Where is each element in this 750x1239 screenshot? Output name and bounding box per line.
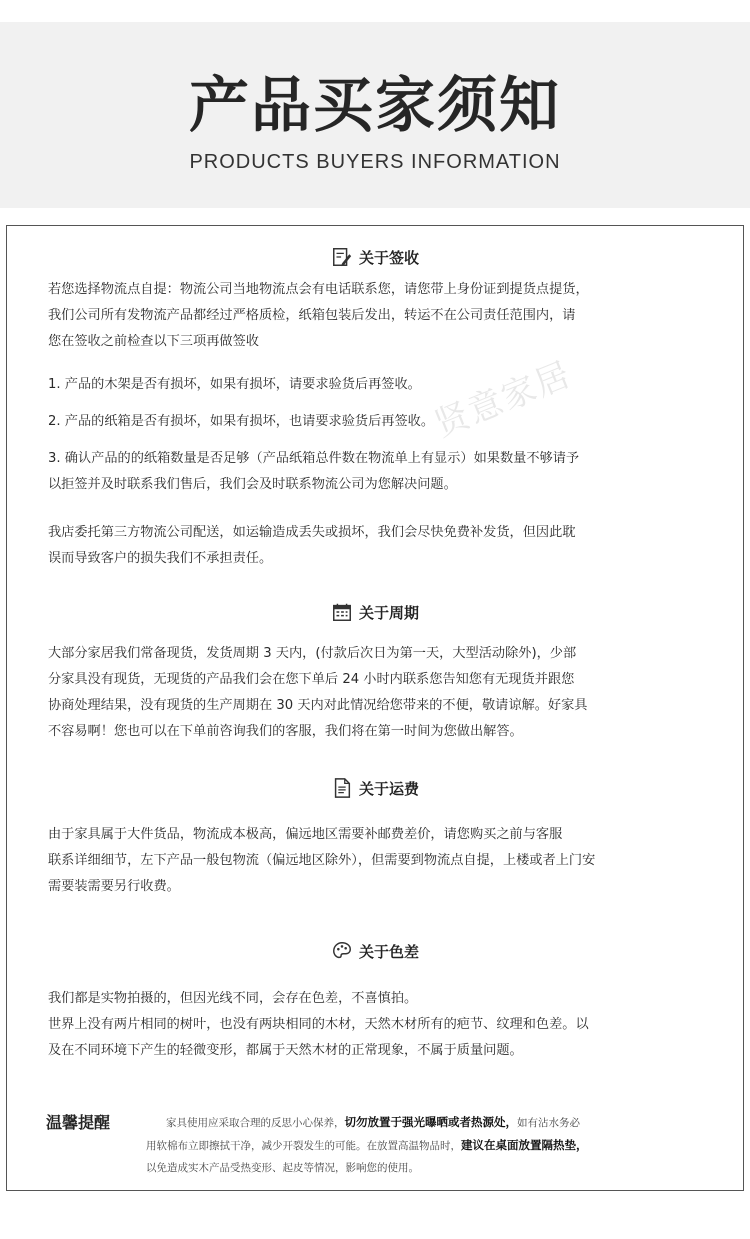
section-title-period [0,600,750,624]
text-line: 我店委托第三方物流公司配送，如运输造成丢失或损坏，我们会尽快免费补发货，但因此耽 [48,525,576,540]
section-title-text: 关于运费 [358,779,419,798]
text-line: 您在签收之前检查以下三项再做签收 [48,334,259,349]
reminder-text-part: 如有沾水务必 [517,1117,580,1129]
text-line: 联系详细细节，左下产品一般包物流（偏远地区除外），但需要到物流点自提，上楼或者上门安 [48,853,596,868]
text-line: 以拒签并及时联系我们售后，我们会及时联系物流公司为您解决问题。 [48,477,457,492]
section-title-sign [0,245,750,269]
text-line: 2. 产品的纸箱是否有损坏，如果有损坏，也请要求验货后再签收。 [48,414,435,429]
page-title: 产品买家须知 [189,71,561,141]
reminder-line [166,1111,706,1134]
reminder-label: 温馨提醒 [46,1113,111,1132]
text-line: 我们公司所有发物流产品都经过严格质检，纸箱包装后发出，转运不在公司责任范围内，请 [48,308,576,323]
sign-paragraph-liability [48,520,708,572]
text-line: 分家具没有现货，无现货的产品我们会在您下单后 24 小时内联系您告知您有无现货并跟您 [48,672,575,687]
reminder-emphasis: 切勿放置于强光曝晒或者热源处， [344,1115,517,1129]
reminder-text-part: 用软棉布立即擦拭干净，减少开裂发生的可能。在放置高温物品时， [146,1140,461,1152]
reminder-text [146,1111,706,1179]
text-line: 1. 产品的木架是否有损坏，如果有损坏，请要求验货后再签收。 [48,377,421,392]
text-line: 大部分家居我们常备现货，发货周期 3 天内，(付款后次日为第一天，大型活动除外)，少部 [48,646,577,661]
text-line: 协商处理结果，没有现货的生产周期在 30 天内对此情况给您带来的不便，敬请谅解。好家具 [48,698,588,713]
text-line: 不容易啊！您也可以在下单前咨询我们的客服，我们将在第一时间为您做出解答。 [48,724,523,739]
text-line: 由于家具属于大件货品，物流成本极高，偏远地区需要补邮费差价，请您购买之前与客服 [48,827,563,842]
section-title-color [0,939,750,963]
text-line: 3. 确认产品的的纸箱数量是否足够（产品纸箱总件数在物流单上有显示）如果数量不够请予 [48,451,580,466]
reminder-line [146,1157,706,1179]
watermark: 贤意家居 [429,354,578,446]
sign-paragraph-1 [48,277,708,355]
page-subtitle: PRODUCTS BUYERS INFORMATION [189,151,561,173]
sign-item-2 [48,409,708,435]
section-title-text: 关于色差 [358,942,419,961]
reminder-text-part: 以免造成实木产品受热变形、起皮等情况，影响您的使用。 [146,1162,419,1174]
reminder-emphasis: 建议在桌面放置隔热垫， [461,1138,588,1152]
text-line: 误而导致客户的损失我们不承担责任。 [48,551,273,566]
text-line: 世界上没有两片相同的树叶，也没有两块相同的木材，天然木材所有的疤节、纹理和色差。以 [48,1017,589,1032]
text-line: 若您选择物流点自提：物流公司当地物流点会有电话联系您，请您带上身份证到提货点提货， [48,282,589,297]
sign-pen-icon [331,246,353,268]
reminder-text-part: 家具使用应采取合理的反思小心保养， [166,1117,345,1129]
sign-item-3 [48,446,708,498]
palette-icon [331,940,353,962]
shipping-paragraph [48,822,708,900]
section-title-shipping [0,776,750,800]
sign-item-1 [48,372,708,398]
section-title-text: 关于周期 [358,603,419,622]
text-line: 我们都是实物拍摄的，但因光线不同，会存在色差，不喜慎拍。 [48,991,418,1006]
text-line: 及在不同环境下产生的轻微变形，都属于天然木材的正常现象，不属于质量问题。 [48,1043,523,1058]
reminder-line [146,1134,706,1157]
document-icon [331,777,353,799]
color-paragraph [48,986,708,1064]
section-title-text: 关于签收 [358,248,419,267]
text-line: 需要装需要另行收费。 [48,879,180,894]
calendar-icon [331,601,353,623]
period-paragraph [48,641,708,745]
